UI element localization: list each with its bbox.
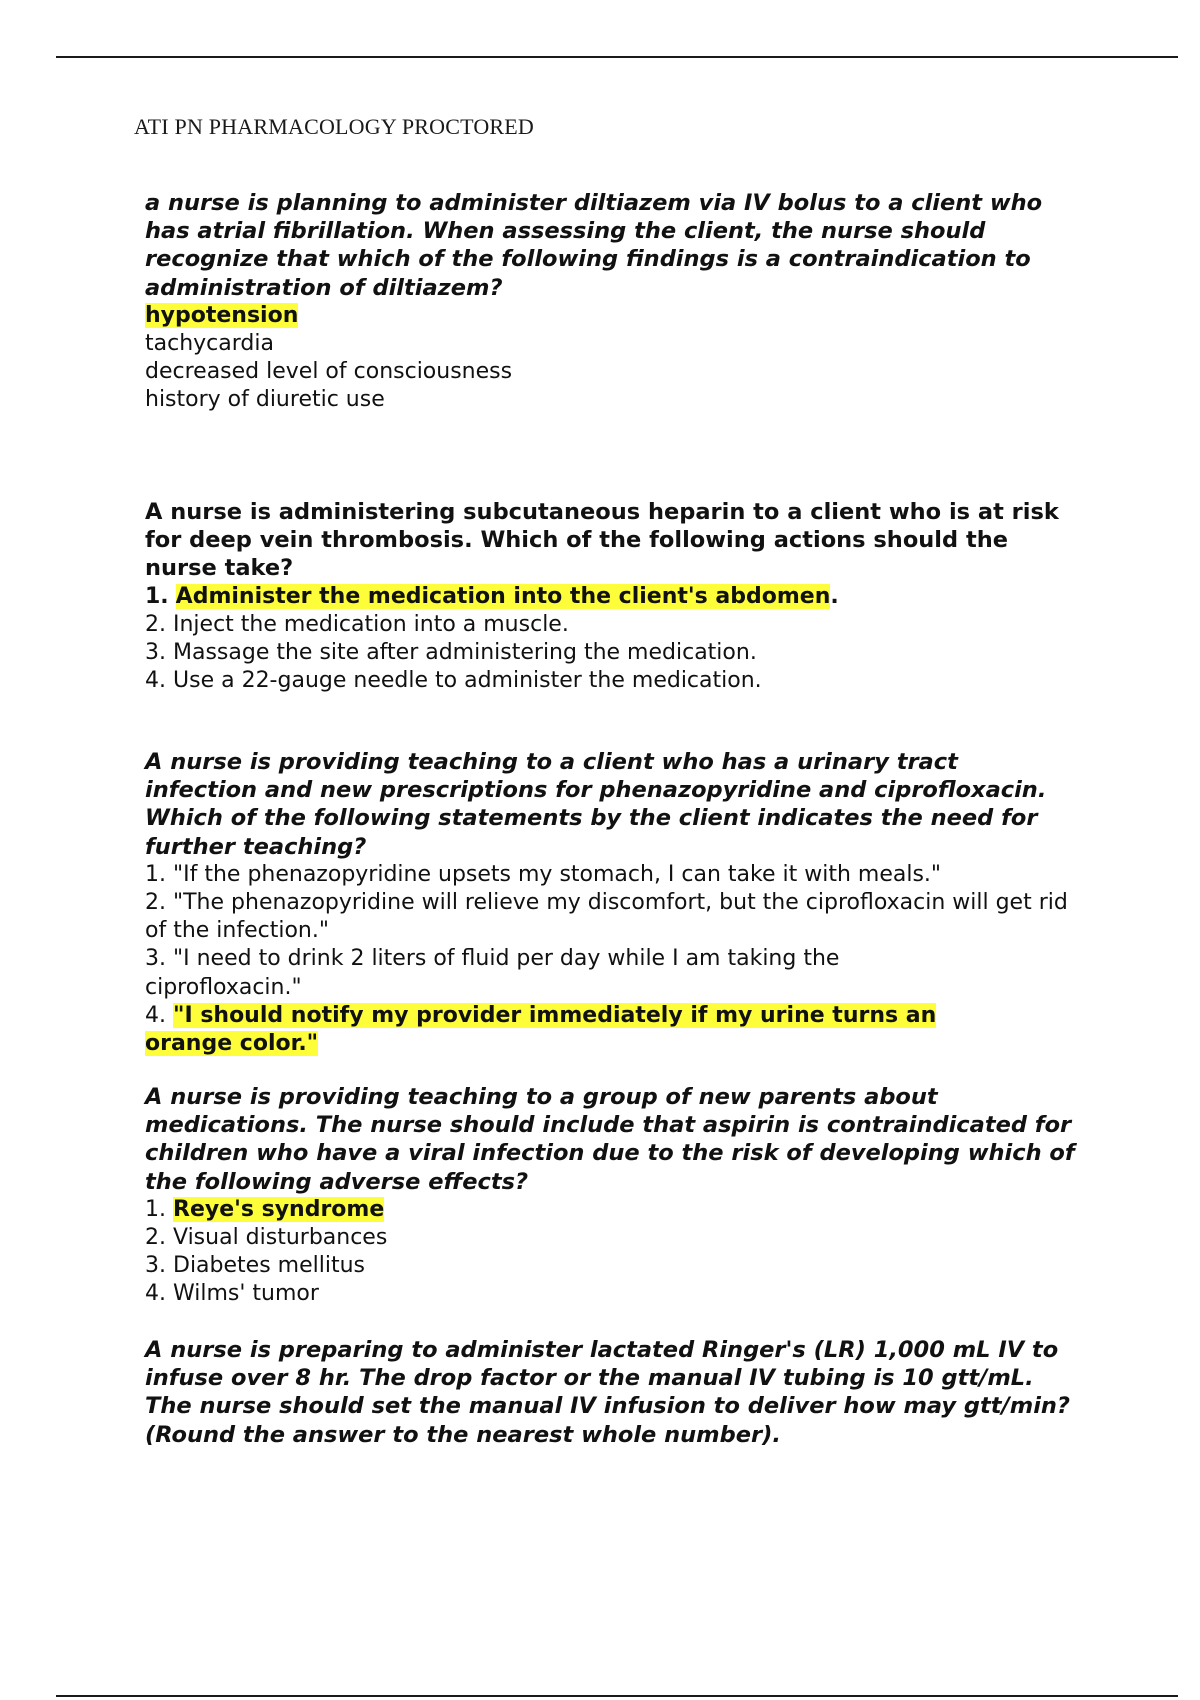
option-text-body: I should notify my provider immediately if my urine turns an orange color.": [145, 1002, 937, 1057]
answer-option: [145, 667, 1075, 695]
question-stem: A nurse is providing teaching to a client who has a urinary tract infection and new prescriptions for phenazopyridine and ciprofloxacin. Which of the following statements by the client indicates the need for further teaching?: [145, 749, 1047, 860]
question-1: [145, 189, 1075, 415]
question-stem: A nurse is providing teaching to a group of new parents about medications. The nurse should include that aspirin is contraindicated for children who have a viral infection due to the risk of developing which of the following adverse effects?: [145, 1084, 1075, 1195]
option-number: 1.: [145, 583, 169, 609]
option-text: tachycardia: [145, 331, 274, 357]
bottom-rule: [56, 1695, 1178, 1697]
option-text: Wilms' tumor: [173, 1281, 319, 1307]
option-text: history of diuretic use: [145, 387, 385, 413]
option-number: 2.: [145, 611, 166, 637]
option-text: Massage the site after administering the medication.: [173, 640, 757, 666]
answer-option: [145, 945, 905, 1001]
question-3: [145, 748, 1075, 1058]
option-number: 2.: [145, 1225, 166, 1251]
question-5: [145, 1336, 1075, 1449]
option-text: Reye's syndrome: [173, 1196, 385, 1222]
question-2: [145, 498, 1075, 695]
option-number: 4.: [145, 668, 166, 694]
option-number: 3.: [145, 946, 166, 972]
answer-option: [145, 1224, 1075, 1252]
answer-option: [145, 639, 1075, 667]
answer-option: [145, 889, 1075, 945]
option-text: Administer the medication into the client's abdomen: [175, 583, 831, 609]
option-number: 4.: [145, 1281, 166, 1307]
answer-option: [145, 611, 1075, 639]
option-text: [145, 1003, 936, 1056]
option-number: 3.: [145, 1253, 166, 1279]
option-number: 1.: [145, 1196, 166, 1222]
option-text: Inject the medication into a muscle.: [173, 611, 569, 637]
option-text: "I need to drink 2 liters of fluid per day while I am taking the ciprofloxacin.": [145, 946, 840, 1000]
option-prefix: ": [173, 1002, 185, 1028]
option-text: hypotension: [145, 302, 299, 328]
option-text: Visual disturbances: [173, 1225, 388, 1251]
answer-option: [145, 358, 1075, 386]
answer-option: [145, 861, 1075, 889]
option-text: Use a 22-gauge needle to administer the medication.: [173, 668, 762, 694]
answer-option: [145, 386, 1075, 414]
option-text: Diabetes mellitus: [173, 1253, 365, 1279]
option-text: "The phenazopyridine will relieve my discomfort, but the ciprofloxacin will get rid of the infection.": [145, 890, 1068, 944]
option-text: "If the phenazopyridine upsets my stomach, I can take it with meals.": [173, 861, 942, 887]
answer-option-correct: [145, 1196, 1075, 1224]
top-rule: [56, 56, 1178, 58]
answer-option: [145, 330, 1075, 358]
option-number: 2.: [145, 890, 166, 916]
document-title: ATI PN PHARMACOLOGY PROCTORED: [134, 114, 535, 139]
option-number: 1.: [145, 861, 166, 887]
answer-option: [145, 1252, 1075, 1280]
option-text: decreased level of consciousness: [145, 359, 513, 385]
answer-option-correct: [145, 1002, 1005, 1058]
option-number: 3.: [145, 640, 166, 666]
question-4: [145, 1083, 1075, 1309]
question-stem: A nurse is preparing to administer lactated Ringer's (LR) 1,000 mL IV to infuse over 8 hr. The drop factor or the manual IV tubing is 10 gtt/mL. The nurse should set the manual IV infusion to deliver how may gtt/min? (Round the answer to the nearest whole number).: [145, 1337, 1070, 1448]
option-suffix: .: [830, 583, 839, 609]
question-stem: A nurse is administering subcutaneous heparin to a client who is at risk for deep vein thrombosis. Which of the following actions should the nurse take?: [145, 499, 1059, 582]
answer-option-correct: [145, 583, 1075, 611]
answer-option-correct: [145, 302, 1075, 330]
question-stem: a nurse is planning to administer diltiazem via IV bolus to a client who has atrial fibrillation. When assessing the client, the nurse should recognize that which of the following findings is a contraindication to administration of diltiazem?: [145, 190, 1043, 301]
option-number: 4.: [145, 1002, 166, 1028]
answer-option: [145, 1280, 1075, 1308]
